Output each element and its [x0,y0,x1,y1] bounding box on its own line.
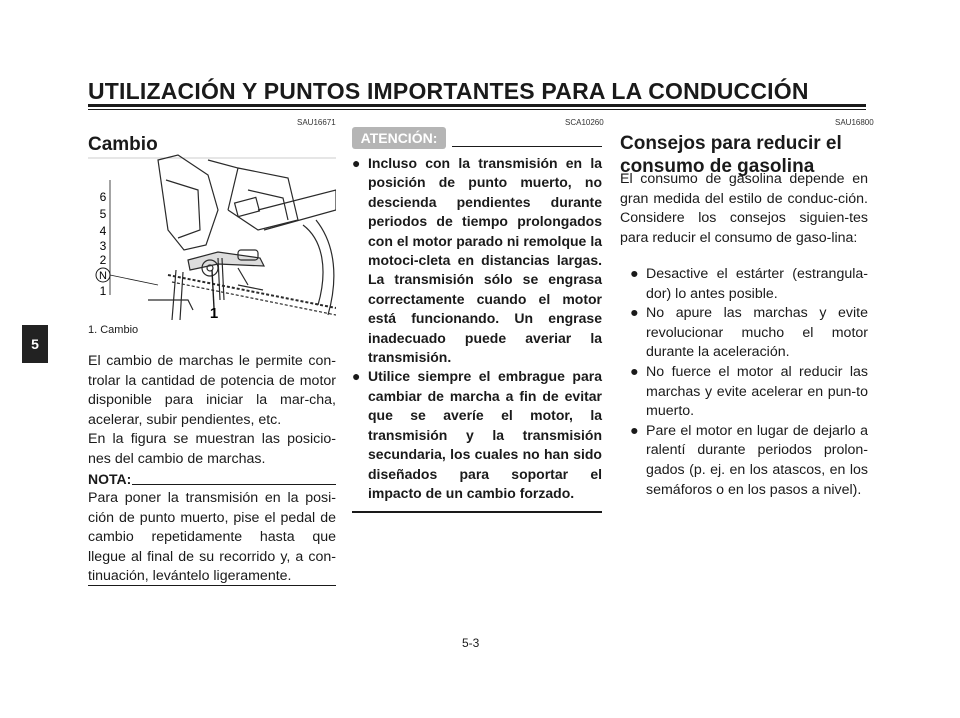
nota-end-rule [88,585,336,586]
header-rule-thin [88,109,866,110]
nota-rule [132,484,336,485]
section-code-atencion: SCA10260 [565,118,604,127]
atencion-rule [452,146,602,147]
nota-text: Para poner la transmisión en la posi-ción de punto muerto, pise el pedal de cambio repetidamente hasta que llegue al final de su recorrido y, a con-tinuación, levántelo ligeramente. [88,490,336,585]
atencion-item [352,154,602,367]
bullet-icon: ● [630,422,639,439]
bullet-icon: ● [352,155,361,171]
cambio-paragraph-1: El cambio de marchas le permite con-trolar la cantidad de potencia de motor disponible para iniciar la mar-cha, acelerar, subir pendientes, etc. [88,353,336,428]
bullet-icon: ● [352,368,361,385]
chapter-tab: 5 [22,325,48,363]
gear-label-1: 1 [99,284,107,298]
atencion-end-rule [352,511,602,513]
consejos-item-text: Pare el motor en lugar de dejarlo a ralentí durante periodos prolon-gados (p. ej. en los atascos, en los semáforos o en los pasos a nivel). [646,422,868,498]
consejos-item [630,363,868,422]
consejos-heading-line-2: consumo de gasolina [620,156,815,177]
atencion-item [352,367,602,503]
bullet-icon: ● [630,363,639,380]
figure-caption: 1. Cambio [88,324,139,336]
gear-label-n: N [99,270,107,282]
consejos-item-text: No fuerce el motor al reducir las marchas y evite acelerar en pun-to muerto. [646,363,868,420]
gear-label-5: 5 [99,207,107,221]
gear-label-4: 4 [99,224,107,238]
consejos-list [630,265,868,500]
consejos-heading-line-1: Consejos para reducir el [620,133,842,154]
gear-shift-figure [88,150,336,320]
atencion-item-text: Incluso con la transmisión en la posición de punto muerto, no descienda pendientes durante periodos de tiempo prolongados con el motor parado ni remolque la motoci-cleta en distancias largas. La transmisión sólo se engrasa correctamente cuando el motor está funcionando. Un engrase inadecuado puede averiar la transmisión. [368,155,602,366]
gear-shift-illustration [88,150,336,320]
section-code-consejos: SAU16800 [835,118,874,127]
consejos-item [630,304,868,363]
consejos-intro: El consumo de gasolina depende en gran medida del estilo de conduc-ción. Considere los consejos siguien-tes para reducir el consumo de gaso-lina: [620,171,868,246]
section-code-cambio: SAU16671 [297,118,336,127]
gear-label-3: 3 [99,239,107,253]
figure-callout-1: 1 [209,305,219,320]
page-number: 5-3 [462,636,480,650]
consejos-item [630,265,868,304]
bullet-icon: ● [630,305,639,322]
atencion-badge: ATENCIÓN: [352,127,446,149]
gear-label-2: 2 [99,253,107,267]
cambio-body [88,352,336,470]
atencion-item-text: Utilice siempre el embrague para cambiar de marcha a fin de evitar que se averíe el motor, la transmisión y la transmisión secundaria, los cuales no han sido diseñados para soportar el impacto de un cambio forzado. [368,368,602,501]
section-heading-cambio: Cambio [88,134,158,155]
consejos-item [630,422,868,500]
consejos-item-text: No apure las marchas y evite revolucionar mucho el motor durante la aceleración. [646,305,868,361]
consejos-item-text: Desactive el estárter (estrangula-dor) lo antes posible. [646,266,868,302]
nota-label: NOTA: [88,471,132,487]
cambio-paragraph-2: En la figura se muestran las posicio-nes del cambio de marchas. [88,431,336,467]
bullet-icon: ● [630,266,639,282]
header-rule [88,104,866,107]
gear-label-6: 6 [99,190,107,204]
atencion-list [352,154,602,503]
page-header-title: UTILIZACIÓN Y PUNTOS IMPORTANTES PARA LA CONDUCCIÓN [88,78,809,104]
